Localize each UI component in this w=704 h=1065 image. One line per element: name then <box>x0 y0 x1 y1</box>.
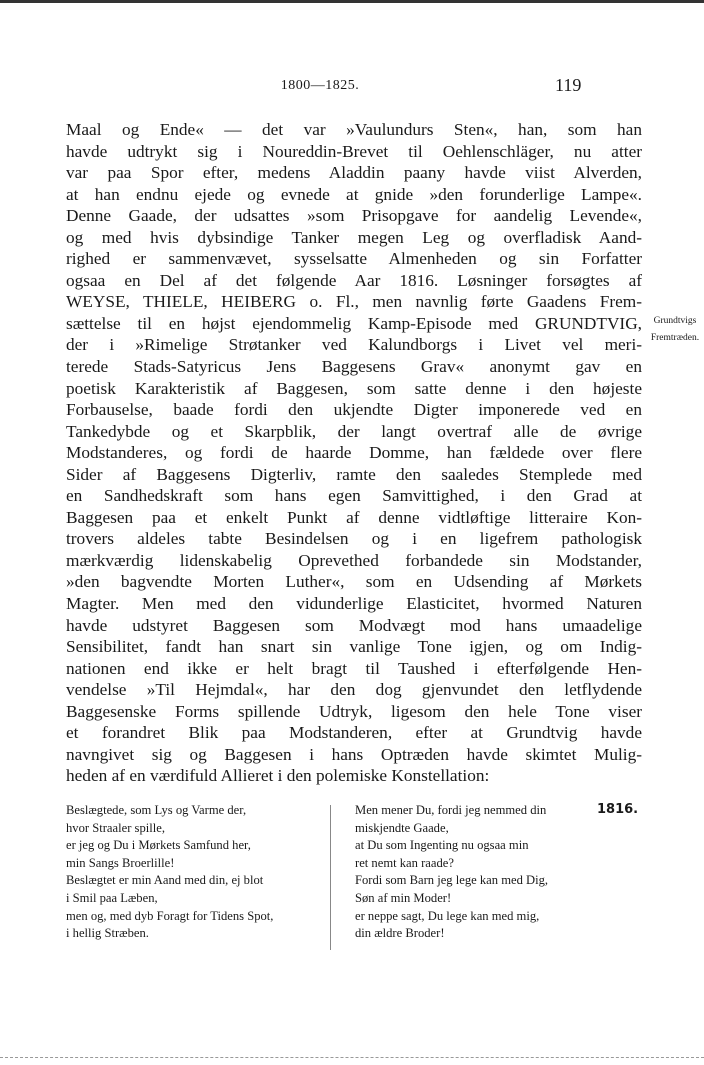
body-line: en Sandhedskraft som hans egen Samvittighed, i den Grad at <box>66 486 642 506</box>
margin-note <box>646 313 704 347</box>
body-line: Modstanderes, og fordi de haarde Domme, han fældede over flere <box>66 443 642 463</box>
poem-line: er jeg og Du i Mørkets Samfund her, <box>66 838 251 853</box>
body-line: poetisk Karakteristik af Baggesen, som satte denne i den højeste <box>66 378 642 398</box>
body-line: vendelse »Til Hejmdal«, har den dog gjenvundet den letflydende <box>66 680 642 700</box>
body-line: terede Stads-Satyricus Jens Baggesens Grav« anonymt gav en <box>66 357 642 377</box>
body-line: et forandret Blik paa Modstanderen, efter at Grundtvig havde <box>66 723 642 743</box>
page-top-border <box>0 0 704 3</box>
poem-line: miskjendte Gaade, <box>355 820 449 835</box>
body-line: heden af en værdifuld Allieret i den polemiske Konstellation: <box>66 766 490 786</box>
poem-line: Beslægtede, som Lys og Varme der, <box>66 803 247 817</box>
body-line: ogsaa en Del af det følgende Aar 1816. Løsninger forsøgtes af <box>66 270 642 290</box>
body-line: Tankedybde og et Skarpblik, der langt overtraf alle de øvrige <box>66 421 642 441</box>
poem-line: i Smil paa Læben, <box>66 890 158 905</box>
body-line: var paa Spor efter, medens Aladdin paany havde viist Alverden, <box>66 163 642 183</box>
body-line: nationen end ikke er helt bragt til Taushed i efterfølgende Hen- <box>66 658 642 678</box>
body-line: Sider af Baggesens Digterliv, ramte den saaledes Stemplede med <box>66 464 642 484</box>
body-line: Denne Gaade, der udsattes »som Prisopgave for aandelig Levende«, <box>66 206 642 226</box>
poem-right-column <box>355 802 591 943</box>
page-bottom-border <box>0 1057 704 1058</box>
body-line: trovers aldeles tabte Besindelsen og i en ligefrem pathologisk <box>66 529 642 549</box>
body-line: Sensibilitet, fandt han snart sin vanlige Tone igjen, og om Indig- <box>66 637 642 657</box>
poem-line: din ældre Broder! <box>355 926 445 941</box>
body-line: Maal og Ende« — det var »Vaulundurs Sten«, han, som han <box>66 120 642 139</box>
poem-line: Fordi som Barn jeg lege kan med Dig, <box>355 873 549 888</box>
body-line: navngivet sig og Baggesen i hans Optræden havde skimtet Mulig- <box>66 744 642 764</box>
body-line: Forbauselse, baade fordi den ukjendte Digter imponerede ved en <box>66 400 642 420</box>
body-line: der i »Rimelige Strøtanker ved Kalundborgs i Livet vel meri- <box>66 335 642 355</box>
poem-line: min Sangs Broerlille! <box>66 855 175 870</box>
poem-line: Søn af min Moder! <box>355 890 452 905</box>
body-line: mærkværdig lidenskabelig Oprevethed forbandede sin Modstander, <box>66 550 642 570</box>
body-line: Baggesenske Forms spillende Udtryk, ligesom den hele Tone viser <box>66 701 642 721</box>
poem-left-column <box>66 802 321 943</box>
body-line: havde udstyret Baggesen som Modvægt mod hans umaadelige <box>66 615 642 635</box>
body-line: havde udtrykt sig i Noureddin-Brevet til Oehlenschläger, nu atter <box>66 141 642 161</box>
running-title: 1800—1825. <box>280 78 360 93</box>
poem-line: Men mener Du, fordi jeg nemmed din <box>355 803 547 817</box>
poem-line: men og, med dyb Foragt for Tidens Spot, <box>66 908 274 923</box>
poem-line: Beslægtet er min Aand med din, ej blot <box>66 873 264 888</box>
margin-note-line: Fremtræden. <box>650 333 700 343</box>
body-line: sættelse til en højst ejendommelig Kamp-Episode med GRUNDTVIG, <box>66 313 642 333</box>
poem-line: at Du som Ingenting nu ogsaa min <box>355 838 529 853</box>
body-line: at han endnu ejede og evnede at gnide »den forunderlige Lampe«. <box>66 184 642 204</box>
body-line: Baggesen paa et enkelt Punkt af denne vidtløftige litteraire Kon- <box>66 507 642 527</box>
body-line: »den bagvendte Morten Luther«, som en Udsending af Mørkets <box>66 572 642 592</box>
body-line: Magter. Men med den vidunderlige Elasticitet, hvormed Naturen <box>66 594 642 614</box>
poem-line: ret nemt kan raade? <box>355 855 454 870</box>
poem-line: i hellig Stræben. <box>66 926 149 941</box>
margin-note-line: Grundtvigs <box>653 316 697 326</box>
body-line: og med hvis dybsindige Tanker megen Leg og overfladisk Aand- <box>66 227 642 247</box>
poem-line: er neppe sagt, Du lege kan med mig, <box>355 908 540 923</box>
body-line: WEYSE, THIELE, HEIBERG o. Fl., men navnlig førte Gaadens Frem- <box>66 292 642 312</box>
body-line: righed er sammenvævet, sysselsatte Almenheden og sin Forfatter <box>66 249 642 269</box>
page-number: 119 <box>555 75 582 95</box>
body-text <box>66 119 642 787</box>
column-divider <box>330 805 331 950</box>
poem-year: 1816. <box>597 802 639 817</box>
poem-line: hvor Straaler spille, <box>66 820 165 835</box>
